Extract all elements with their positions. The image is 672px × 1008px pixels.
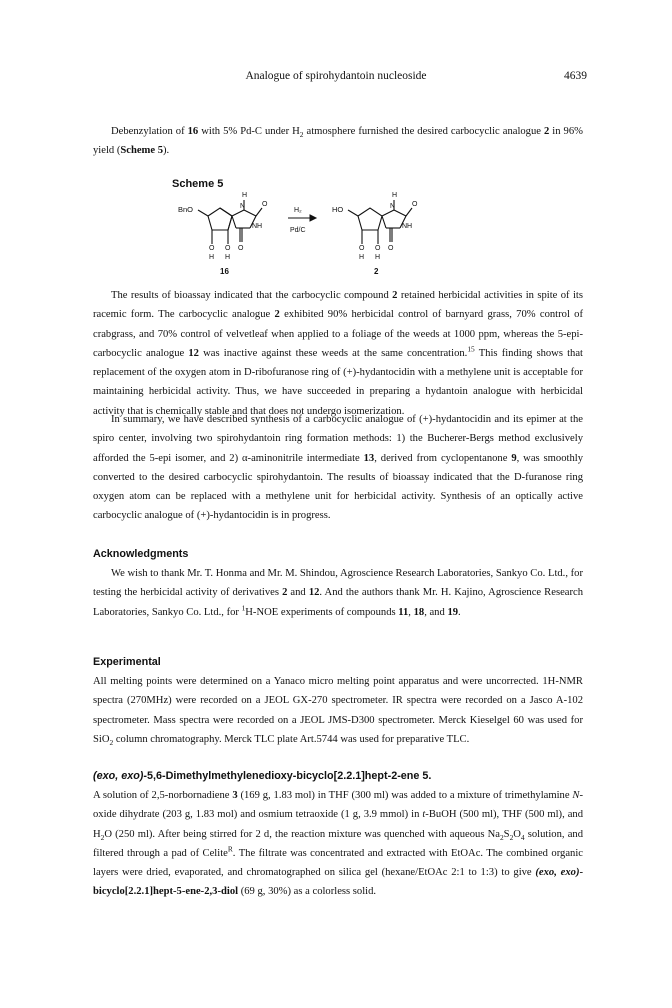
experimental-heading: Experimental <box>93 656 161 668</box>
atom-label: O <box>209 245 215 252</box>
running-header-title: Analogue of spirohydantoin nucleoside <box>245 70 427 82</box>
acknowledgments-heading: Acknowledgments <box>93 548 189 560</box>
bioassay-paragraph: The results of bioassay indicated that the carbocyclic compound 2 retained herbicidal activities in spite of its racemic form. The carbocyclic analogue 2 exhibited 90% herbicidal control of barnyard grass, 70% control of crabgrass, and 70% control of velvetleaf when applied to a foliage of the weeds at 1000 ppm, whereas the 5-epi-carbocyclic analogue 12 was inactive against these weeds at the same concentration.$^{15}$ This finding shows that replacement of the oxygen atom in D-ribofuranose ring of (+)-hydantocidin with a methylene unit is acceptable for maintaining herbicidal activity. Thus, we have succeeded in preparing a hydantoin analogue with herbicidal activity that is chemically stable and that does not undergo isomerization. <box>93 290 583 417</box>
reagent-h2: H₂ <box>294 207 302 214</box>
atom-label: O <box>388 245 394 252</box>
atom-label: H <box>359 254 365 261</box>
ho-substituent: HO <box>332 205 344 214</box>
bno-substituent: BnO <box>178 205 194 214</box>
atom-label: H <box>209 254 215 261</box>
atom-label: O <box>359 245 365 252</box>
atom-label: O <box>225 245 231 252</box>
compound-ref: 16 <box>187 126 199 137</box>
atom-label: NH <box>402 223 413 230</box>
atom-label: H <box>225 254 231 261</box>
compound-5-procedure: A solution of 2,5-norbornadiene 3 (169 g, 1.83 mol) in THF (300 ml) was added to a mixture of trimethylamine N-oxide dihydrate (203 g, 1.83 mol) and osmium tetraoxide (1 g, 3.9 mmol) in t-BuOH (500 ml), THF (500 ml), and $H_2O$ (250 ml). After being stirred for 2 d, the reaction mixture was quenched with aqueous $Na_2S_2O_4$ solution, and filtered through a pad of Celite$^R$. The filtrate was concentrated and extracted with EtOAc. The combined organic layers were dried, evaporated, and chromatographed on silica gel (hexane/EtOAc 2:1 to 1:3) to give (exo, exo)-bicyclo[2.2.1]hept-5-ene-2,3-diol (69 g, 30%) as a colorless solid. <box>93 790 583 898</box>
scheme-ref: Scheme 5 <box>120 145 164 157</box>
atom-label: NH <box>252 223 263 230</box>
compound-ref: 2 <box>544 126 550 137</box>
experimental-paragraph: All melting points were determined on a Yanaco micro melting point apparatus and were uncorrected. 1H-NMR spectra (270MHz) were recorded on a JEOL GX-270 spectrometer. IR spectra were recorded on a Jasco A-102 spectrometer. Mass spectra were recorded on a JEOL JMS-D300 spectrometer. Merck Kieselgel 60 was used for SiO$_2$ column chromatography. Merck TLC plate Art.5744 was used for preparative TLC. <box>93 676 583 747</box>
reference-superscript: 15 <box>467 344 475 354</box>
scheme-5-reaction <box>160 188 480 278</box>
reagent-pdc: Pd/C <box>290 227 306 234</box>
atom-label: O <box>412 201 418 208</box>
reaction-arrow <box>288 215 316 221</box>
starting-material-16 <box>198 200 262 244</box>
compound-5-heading: (exo, exo)-5,6-Dimethylmethylenedioxy-bicyclo[2.2.1]hept-2-ene 5. <box>93 770 432 782</box>
product-2 <box>348 200 412 244</box>
atom-label: H <box>375 254 381 261</box>
scheme-label: Scheme 5 <box>172 178 224 190</box>
acknowledgments-paragraph: We wish to thank Mr. T. Honma and Mr. M. Shindou, Agroscience Research Laboratories, Sankyo Co. Ltd., for testing the herbicidal activity of derivatives 2 and 12. And the authors thank Mr. H. Kajino, Agroscience Research Laboratories, Sankyo Co. Ltd., for $^1$H-NOE experiments of compounds 11, 18, and 19. <box>93 568 584 618</box>
atom-label: H <box>242 192 248 199</box>
atom-label: O <box>375 245 381 252</box>
intro-paragraph: Debenzylation of 16 with 5% Pd-C under $H_2$ atmosphere furnished the desired carbocyclic analogue 2 in 96% yield (Scheme 5). <box>93 126 583 157</box>
atom-label: O <box>262 201 268 208</box>
atom-label: H <box>392 192 398 199</box>
compound-number-16: 16 <box>220 267 229 276</box>
compound-number-2: 2 <box>374 267 379 276</box>
atom-label: O <box>238 245 244 252</box>
page-number: 4639 <box>564 70 587 82</box>
atom-label: N <box>390 203 396 210</box>
atom-label: N <box>240 203 246 210</box>
summary-paragraph: In summary, we have described synthesis of a carbocyclic analogue of (+)-hydantocidin and its epimer at the spiro center, involving two spirohydantoin ring formation methods: 1) the Bucherer-Bergs method exclusively afforded the 5-epi isomer, and 2) α-aminonitrile intermediate 13, derived from cyclopentanone 9, was smoothly converted to the desired carbocyclic spirohydantoin. The results of bioassay indicated that the D-furanose ring oxygen atom can be replaced with a methylene unit for herbicidal activity. Synthesis of an optically active carbocyclic analogue of (+)-hydantocidin is in progress. <box>93 414 583 522</box>
